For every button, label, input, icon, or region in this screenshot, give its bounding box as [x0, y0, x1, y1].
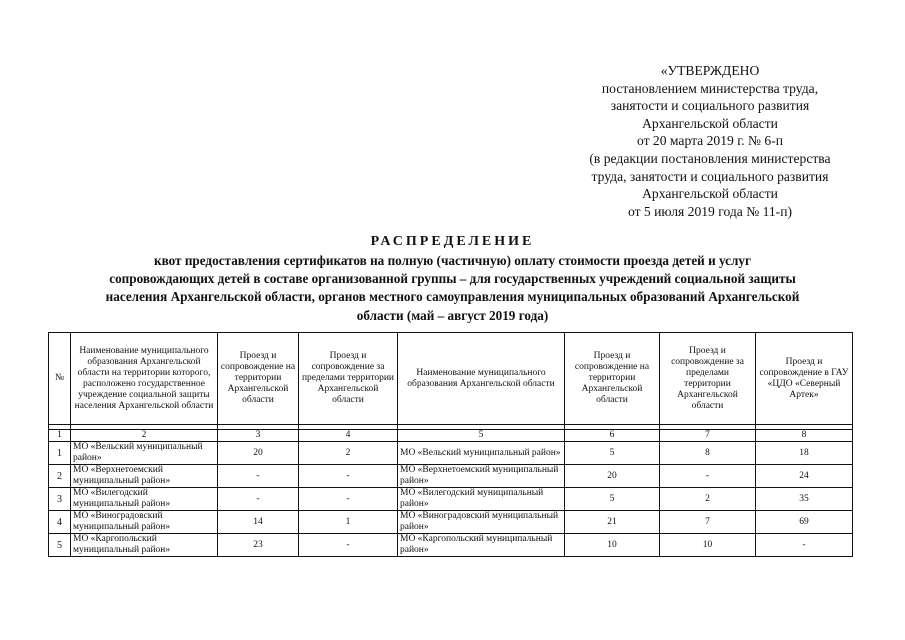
cell-value: 10: [565, 534, 660, 557]
mo-name-left: МО «Вилегодский муниципальный район»: [71, 488, 218, 511]
cell-value: -: [756, 534, 853, 557]
header-mo-location: Наименование муниципального образования Архангельской области на территории которого, расположено государственное учреждение социальной защиты населения Архангельской области: [71, 333, 218, 425]
approval-line: Архангельской области: [642, 186, 778, 202]
approval-line: постановлением министерства труда,: [601, 80, 819, 96]
mo-name-left: МО «Вельский муниципальный район»: [71, 442, 218, 465]
row-number: 4: [49, 511, 71, 534]
cell-value: 8: [660, 442, 756, 465]
approval-line: труда, занятости и социального развития: [591, 168, 829, 184]
cell-value: -: [660, 465, 756, 488]
subtitle-line: квот предоставления сертификатов на полную (частичную) оплату стоимости проезда детей и услуг: [154, 253, 751, 268]
column-number: 2: [71, 430, 218, 442]
cell-value: 24: [756, 465, 853, 488]
mo-name-right: МО «Виноградовский муниципальный район»: [398, 511, 565, 534]
table-row: [49, 488, 853, 511]
cell-value: 5: [565, 488, 660, 511]
cell-value: 20: [565, 465, 660, 488]
cell-value: 69: [756, 511, 853, 534]
document-subtitle: [40, 252, 865, 325]
cell-value: -: [299, 488, 398, 511]
header-number: №: [49, 333, 71, 425]
cell-value: 10: [660, 534, 756, 557]
mo-name-left: МО «Виноградовский муниципальный район»: [71, 511, 218, 534]
row-number: 2: [49, 465, 71, 488]
approval-line: «УТВЕРЖДЕНО: [660, 63, 760, 78]
header-travel-outside-2: Проезд и сопровождение за пределами территории Архангельской области: [660, 333, 756, 425]
cell-value: 18: [756, 442, 853, 465]
cell-value: 5: [565, 442, 660, 465]
column-number: 7: [660, 430, 756, 442]
row-number: 3: [49, 488, 71, 511]
quota-table: [48, 332, 853, 557]
column-number: 3: [218, 430, 299, 442]
approval-line: от 5 июля 2019 года № 11-п): [627, 203, 793, 219]
mo-name-right: МО «Вельский муниципальный район»: [398, 442, 565, 465]
column-number: 8: [756, 430, 853, 442]
approval-line: от 20 марта 2019 г. № 6-п: [636, 133, 784, 149]
row-number: 1: [49, 442, 71, 465]
table-row: [49, 511, 853, 534]
cell-value: 21: [565, 511, 660, 534]
document-heading: [40, 232, 865, 325]
column-number: 1: [49, 430, 71, 442]
header-travel-inside-2: Проезд и сопровождение на территории Архангельской области: [565, 333, 660, 425]
cell-value: 7: [660, 511, 756, 534]
subtitle-line: области (май – август 2019 года): [356, 307, 549, 323]
cell-value: -: [299, 465, 398, 488]
table-row: [49, 465, 853, 488]
mo-name-left: МО «Каргопольский муниципальный район»: [71, 534, 218, 557]
cell-value: 2: [299, 442, 398, 465]
table-row: [49, 442, 853, 465]
mo-name-right: МО «Вилегодский муниципальный район»: [398, 488, 565, 511]
cell-value: -: [218, 488, 299, 511]
approval-line: Архангельской области: [642, 115, 778, 131]
header-travel-inside: Проезд и сопровождение на территории Архангельской области: [218, 333, 299, 425]
mo-name-right: МО «Каргопольский муниципальный район»: [398, 534, 565, 557]
mo-name-left: МО «Верхнетоемский муниципальный район»: [71, 465, 218, 488]
cell-value: 23: [218, 534, 299, 557]
subtitle-line: сопровождающих детей в составе организованной группы – для государственных учреждений социальной защиты: [109, 271, 796, 287]
table-row: [49, 534, 853, 557]
cell-value: -: [218, 465, 299, 488]
header-mo-name: Наименование муниципального образования Архангельской области: [398, 333, 565, 425]
cell-value: 35: [756, 488, 853, 511]
approval-stamp: [520, 62, 900, 220]
column-number: 5: [398, 430, 565, 442]
subtitle-line: населения Архангельской области, органов местного самоуправления муниципальных образований Архангельской: [105, 289, 800, 305]
approval-line: занятости и социального развития: [610, 98, 810, 114]
cell-value: 20: [218, 442, 299, 465]
column-number-row: [49, 430, 853, 442]
column-number: 4: [299, 430, 398, 442]
mo-name-right: МО «Верхнетоемский муниципальный район»: [398, 465, 565, 488]
document-title: РАСПРЕДЕЛЕНИЕ: [370, 234, 535, 249]
approval-line: (в редакции постановления министерства: [589, 150, 831, 166]
column-number: 6: [565, 430, 660, 442]
header-travel-outside: Проезд и сопровождение за пределами территории Архангельской области: [299, 333, 398, 425]
header-severny-artek: Проезд и сопровождение в ГАУ «ЦДО «Северный Артек»: [756, 333, 853, 425]
cell-value: 14: [218, 511, 299, 534]
cell-value: -: [299, 534, 398, 557]
row-number: 5: [49, 534, 71, 557]
cell-value: 2: [660, 488, 756, 511]
cell-value: 1: [299, 511, 398, 534]
